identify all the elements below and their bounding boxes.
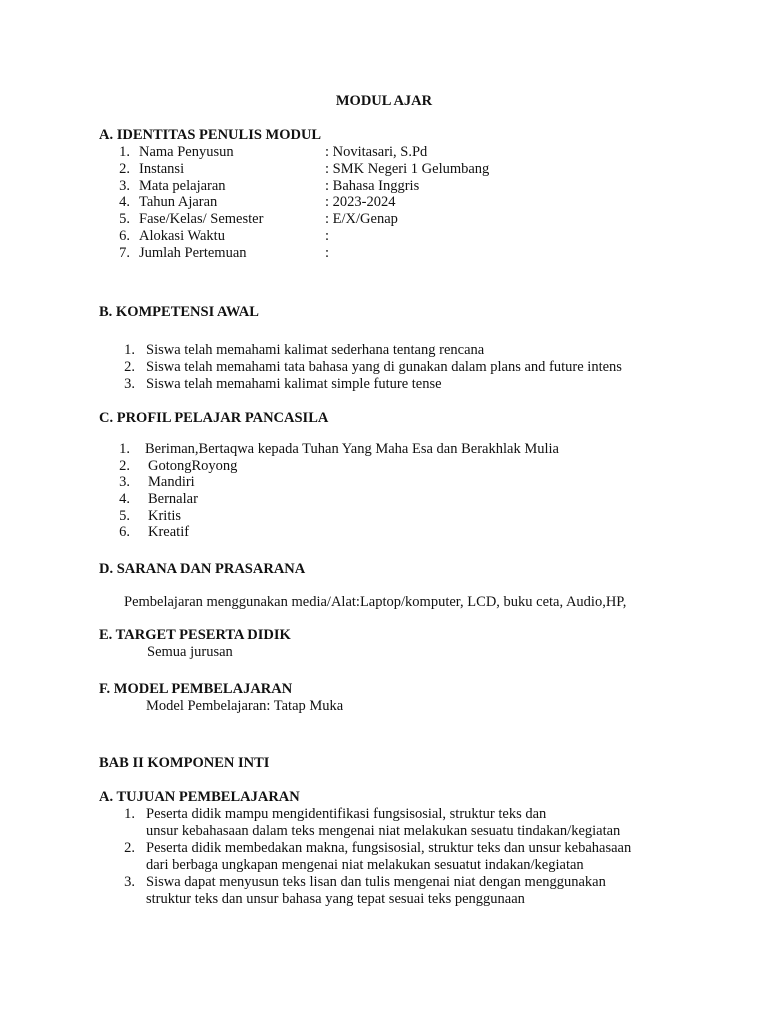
list-item-num: 4. xyxy=(119,491,130,507)
list-item-continuation: struktur teks dan unsur bahasa yang tepat sesuai teks penggunaan xyxy=(146,891,525,907)
identity-label: Fase/Kelas/ Semester xyxy=(139,211,264,227)
identity-num: 1. xyxy=(119,144,130,160)
identity-num: 5. xyxy=(119,211,130,227)
target-text: Semua jurusan xyxy=(147,644,233,660)
list-item: Kreatif xyxy=(148,524,190,540)
list-item: Peserta didik mampu mengidentifikasi fungsisosial, struktur teks dan xyxy=(146,806,547,822)
list-item: Beriman,Bertaqwa kepada Tuhan Yang Maha Esa dan Berakhlak Mulia xyxy=(145,441,559,457)
list-item: Peserta didik membedakan makna, fungsisosial, struktur teks dan unsur kebahasaan xyxy=(146,840,632,856)
list-item-num: 3. xyxy=(124,376,135,392)
section-b-heading: B. KOMPETENSI AWAL xyxy=(99,304,259,320)
list-item-num: 3. xyxy=(124,874,135,890)
section-d-heading: D. SARANA DAN PRASARANA xyxy=(99,561,306,577)
list-item-num: 5. xyxy=(119,508,130,524)
identity-label: Mata pelajaran xyxy=(139,178,226,194)
list-item-num: 1. xyxy=(124,342,135,358)
identity-value: : 2023-2024 xyxy=(325,194,396,210)
identity-label: Alokasi Waktu xyxy=(139,228,225,244)
tujuan-heading: A. TUJUAN PEMBELAJARAN xyxy=(99,789,300,805)
identity-label: Jumlah Pertemuan xyxy=(139,245,247,261)
list-item: Siswa telah memahami kalimat simple future tense xyxy=(146,376,442,392)
list-item: Siswa telah memahami kalimat sederhana tentang rencana xyxy=(146,342,485,358)
sarana-text: Pembelajaran menggunakan media/Alat:Laptop/komputer, LCD, buku ceta, Audio,HP, xyxy=(124,594,627,610)
list-item-num: 2. xyxy=(124,359,135,375)
section-f-heading: F. MODEL PEMBELAJARAN xyxy=(99,681,293,697)
list-item-num: 2. xyxy=(124,840,135,856)
list-item-num: 1. xyxy=(119,441,130,457)
identity-value: : xyxy=(325,245,330,261)
list-item-num: 3. xyxy=(119,474,130,490)
identity-value: : Bahasa Inggris xyxy=(325,178,420,194)
list-item-continuation: unsur kebahasaan dalam teks mengenai niat melakukan sesuatu tindakan/kegiatan xyxy=(146,823,621,839)
identity-value: : SMK Negeri 1 Gelumbang xyxy=(325,161,490,177)
list-item: Mandiri xyxy=(148,474,195,490)
identity-num: 3. xyxy=(119,178,130,194)
list-item-num: 6. xyxy=(119,524,130,540)
identity-label: Tahun Ajaran xyxy=(139,194,218,210)
list-item-continuation: dari berbaga ungkapan mengenai niat melakukan sesuatut indakan/kegiatan xyxy=(146,857,584,873)
section-c-heading: C. PROFIL PELAJAR PANCASILA xyxy=(99,410,329,426)
identity-value: : E/X/Genap xyxy=(325,211,398,227)
identity-num: 7. xyxy=(119,245,130,261)
identity-num: 4. xyxy=(119,194,130,210)
list-item: Kritis xyxy=(148,508,182,524)
list-item: Siswa dapat menyusun teks lisan dan tulis mengenai niat dengan menggunakan xyxy=(146,874,606,890)
identity-label: Nama Penyusun xyxy=(139,144,234,160)
identity-value: : xyxy=(325,228,330,244)
bab2-heading: BAB II KOMPONEN INTI xyxy=(99,755,270,771)
identity-label: Instansi xyxy=(139,161,185,177)
list-item-num: 1. xyxy=(124,806,135,822)
list-item-num: 2. xyxy=(119,458,130,474)
list-item: Siswa telah memahami tata bahasa yang di gunakan dalam plans and future intens xyxy=(146,359,622,375)
identity-num: 2. xyxy=(119,161,130,177)
list-item: GotongRoyong xyxy=(148,458,238,474)
list-item: Bernalar xyxy=(148,491,198,507)
identity-value: : Novitasari, S.Pd xyxy=(325,144,428,160)
section-e-heading: E. TARGET PESERTA DIDIK xyxy=(99,627,291,643)
model-text: Model Pembelajaran: Tatap Muka xyxy=(146,698,344,714)
section-a-heading: A. IDENTITAS PENULIS MODUL xyxy=(99,127,322,143)
identity-num: 6. xyxy=(119,228,130,244)
page-title: MODUL AJAR xyxy=(335,93,433,109)
